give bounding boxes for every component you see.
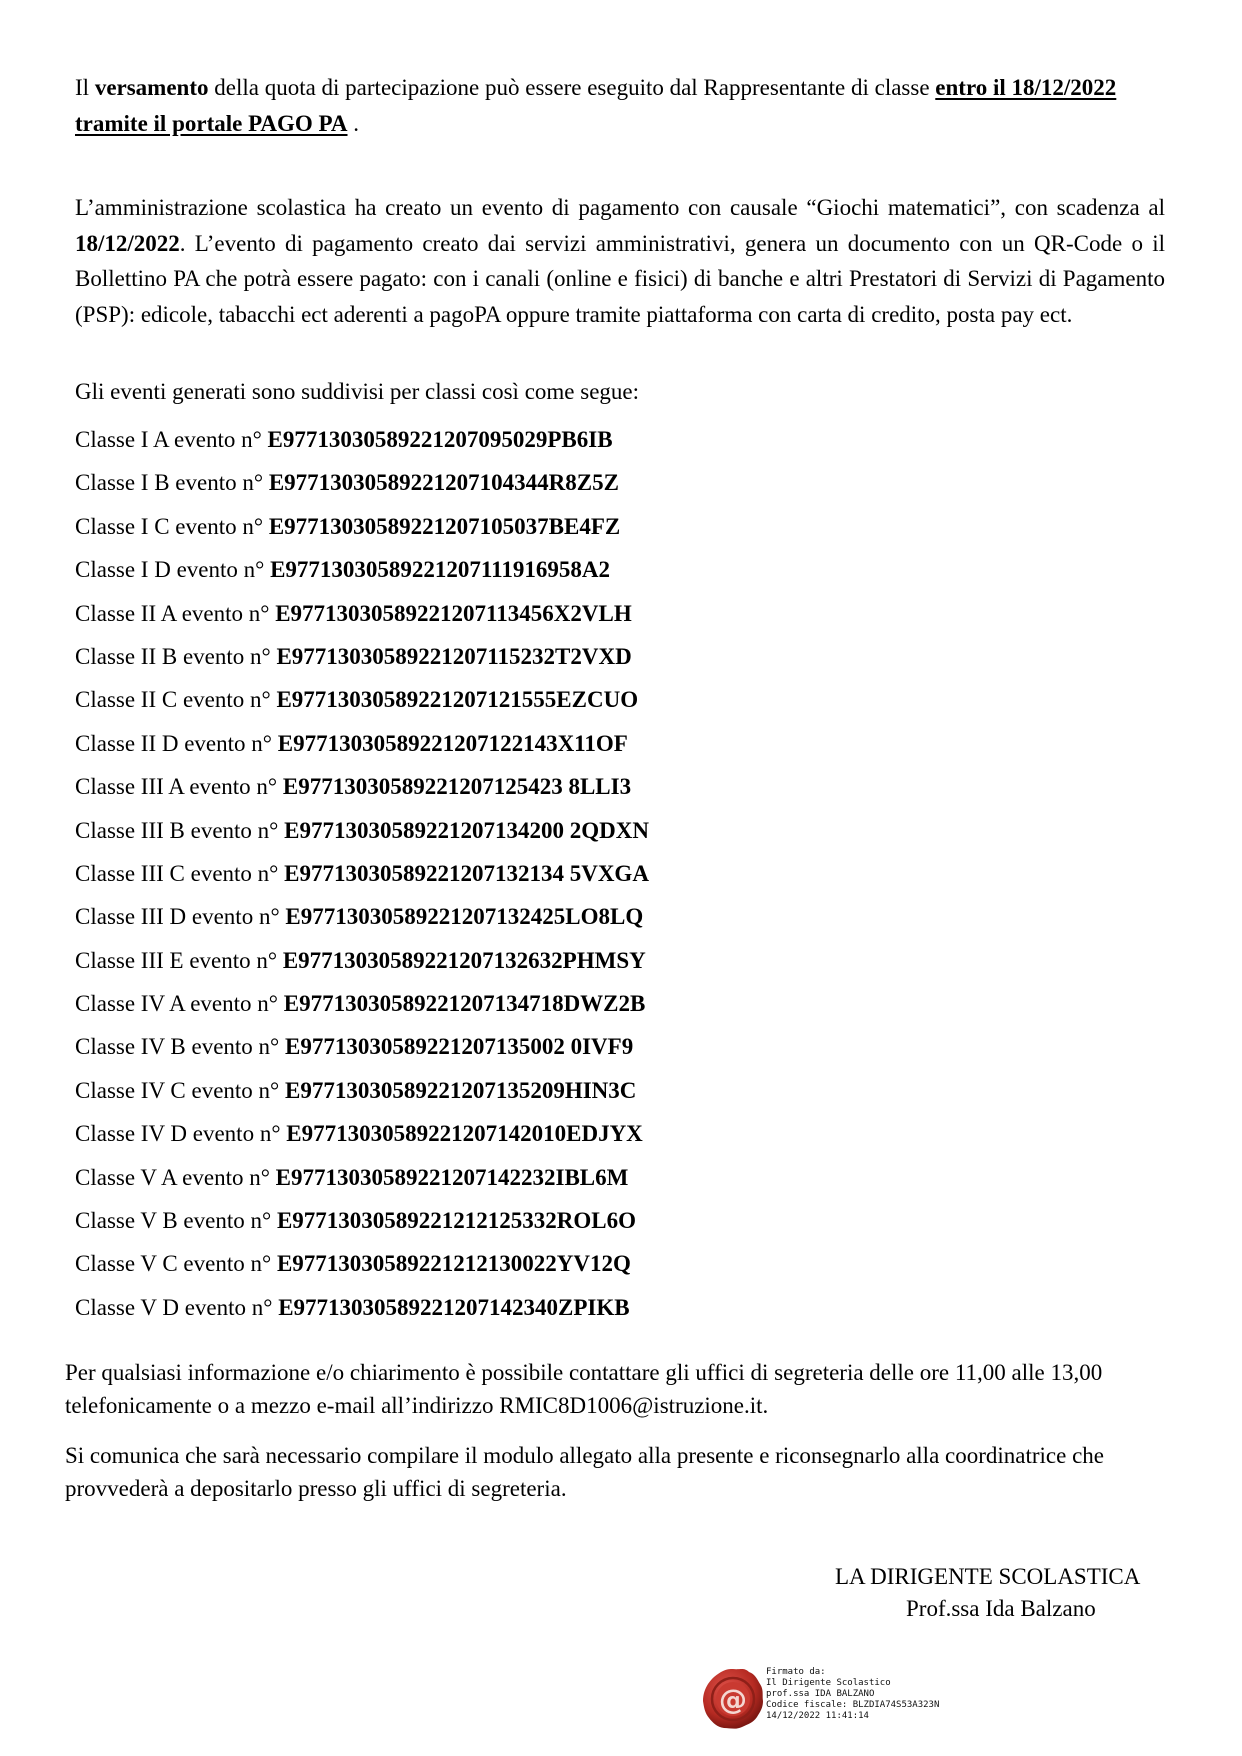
class-event-row xyxy=(75,1286,649,1329)
signature-name: Prof.ssa Ida Balzano xyxy=(906,1596,1096,1621)
class-event-code: E97713030589221207104344R8Z5Z xyxy=(268,470,619,496)
class-event-code: E97713030589221212130022YV12Q xyxy=(276,1251,631,1277)
class-event-label: Classe IV B evento n° xyxy=(75,1034,285,1060)
class-event-row xyxy=(75,418,649,461)
class-event-code: E97713030589221207132134 5VXGA xyxy=(284,860,649,886)
class-event-row xyxy=(75,635,649,678)
class-event-label: Classe I C evento n° xyxy=(75,513,269,539)
class-event-label: Classe V D evento n° xyxy=(75,1294,279,1320)
class-event-row xyxy=(75,895,649,938)
payment-notice-text: della quota di partecipazione può essere eseguito dal Rappresentante di classe xyxy=(208,75,936,100)
class-event-code: E97713030589221207142340ZPIKB xyxy=(278,1294,630,1320)
class-event-code: E97713030589221207134718DWZ2B xyxy=(283,991,646,1017)
class-event-code: E97713030589221212125332ROL6O xyxy=(276,1208,637,1234)
class-event-label: Classe IV D evento n° xyxy=(75,1121,287,1147)
class-event-code: E97713030589221207111916958A2 xyxy=(270,557,610,583)
payment-notice-emphasis: versamento xyxy=(94,75,209,100)
payment-deadline-highlight: entro il 18/12/2022 tramite il portale PAGO PA xyxy=(75,75,1117,136)
class-event-code: E97713030589221207142232IBL6M xyxy=(275,1164,629,1190)
class-event-code: E97713030589221207125423 8LLI3 xyxy=(282,774,632,800)
class-event-label: Classe IV A evento n° xyxy=(75,991,284,1017)
module-paragraph: Si comunica che sarà necessario compilare il modulo allegato alla presente e riconsegnarlo alla coordinatrice che provvederà a depositarlo presso gli uffici di segreteria. xyxy=(65,1443,1105,1501)
payment-notice-text: . xyxy=(347,110,360,136)
admin-paragraph xyxy=(75,190,1165,332)
payment-notice-paragraph xyxy=(75,70,1165,141)
signature-title: LA DIRIGENTE SCOLASTICA xyxy=(835,1564,1141,1589)
digital-signature-line: Il Dirigente Scolastico xyxy=(766,1678,891,1688)
events-intro: Gli eventi generati sono suddivisi per classi così come segue: xyxy=(75,379,640,404)
class-event-label: Classe III C evento n° xyxy=(75,860,285,886)
class-event-row xyxy=(75,678,649,721)
class-event-row xyxy=(75,809,649,852)
class-event-label: Classe II A evento n° xyxy=(75,600,276,626)
class-event-row xyxy=(75,722,649,765)
class-event-label: Classe III A evento n° xyxy=(75,774,283,800)
class-event-row xyxy=(75,939,649,982)
class-event-row xyxy=(75,1156,649,1199)
class-event-label: Classe III D evento n° xyxy=(75,904,286,930)
class-event-label: Classe III B evento n° xyxy=(75,817,285,843)
class-event-label: Classe II C evento n° xyxy=(75,687,277,713)
class-event-row xyxy=(75,1069,649,1112)
class-event-code: E97713030589221207113456X2VLH xyxy=(275,600,632,626)
admin-paragraph-text: . L’evento di pagamento creato dai servizi amministrativi, genera un documento con un QR-Code o il Bollettino PA che potrà essere pagato: con i canali (online e fisici) di banche e altri Prestatori di Servizi di Pagamento (PSP): edicole, tabacchi ect aderenti a pagoPA oppure tramite piattaforma con carta di credito, posta pay ect. xyxy=(75,230,1165,327)
class-event-label: Classe I A evento n° xyxy=(75,427,268,452)
class-event-row xyxy=(75,1199,649,1242)
class-event-code: E97713030589221207135002 0IVF9 xyxy=(285,1034,634,1060)
svg-text:@: @ xyxy=(719,1683,747,1716)
class-event-row xyxy=(75,461,649,504)
class-event-row xyxy=(75,852,649,895)
class-event-label: Classe II B evento n° xyxy=(75,643,277,669)
class-event-code: E97713030589221207095029PB6IB xyxy=(267,427,613,452)
class-event-code: E97713030589221207132425LO8LQ xyxy=(285,904,644,930)
class-event-row xyxy=(75,982,649,1025)
at-sign-seal-icon xyxy=(700,1666,766,1732)
class-event-label: Classe V B evento n° xyxy=(75,1208,277,1234)
class-event-label: Classe V A evento n° xyxy=(75,1164,276,1190)
class-event-code: E97713030589221207121555EZCUO xyxy=(276,687,639,713)
class-event-code: E97713030589221207134200 2QDXN xyxy=(284,817,649,843)
class-event-row xyxy=(75,505,649,548)
class-event-label: Classe I D evento n° xyxy=(75,557,271,583)
class-event-label: Classe IV C evento n° xyxy=(75,1077,285,1103)
class-event-code: E97713030589221207142010EDJYX xyxy=(286,1121,643,1147)
info-paragraph: Per qualsiasi informazione e/o chiarimento è possibile contattare gli uffici di segreteria delle ore 11,00 alle 13,00 telefonicamente o a mezzo e-mail all’indirizzo RMIC8D1006@istruzione.it. xyxy=(65,1360,1103,1418)
class-event-row xyxy=(75,1112,649,1155)
class-events-list xyxy=(75,418,649,1329)
digital-signature-line: Codice fiscale: BLZDIA74S53A323N xyxy=(766,1700,940,1710)
class-event-code: E97713030589221207132632PHMSY xyxy=(282,947,646,973)
digital-signature-line: prof.ssa IDA BALZANO xyxy=(766,1689,875,1699)
class-event-label: Classe III E evento n° xyxy=(75,947,283,973)
payment-notice-text: Il xyxy=(75,75,95,100)
class-event-label: Classe V C evento n° xyxy=(75,1251,277,1277)
class-event-code: E97713030589221207105037BE4FZ xyxy=(268,513,621,539)
class-event-code: E97713030589221207122143X11OF xyxy=(277,730,628,756)
class-event-row xyxy=(75,592,649,635)
class-event-label: Classe I B evento n° xyxy=(75,470,269,496)
class-event-code: E97713030589221207115232T2VXD xyxy=(276,643,632,669)
digital-signature-line: Firmato da: xyxy=(766,1667,826,1677)
class-event-row xyxy=(75,765,649,808)
digital-signature-line: 14/12/2022 11:41:14 xyxy=(766,1711,869,1721)
class-event-code: E97713030589221207135209HIN3C xyxy=(285,1077,637,1103)
class-event-row xyxy=(75,548,649,591)
admin-deadline-date: 18/12/2022 xyxy=(75,230,180,256)
class-event-row xyxy=(75,1242,649,1285)
admin-paragraph-text: L’amministrazione scolastica ha creato un evento di pagamento con causale “Giochi matematici”, con scadenza al xyxy=(75,195,1165,220)
digital-signature-block xyxy=(766,1667,939,1722)
class-event-row xyxy=(75,1025,649,1068)
class-event-label: Classe II D evento n° xyxy=(75,730,278,756)
